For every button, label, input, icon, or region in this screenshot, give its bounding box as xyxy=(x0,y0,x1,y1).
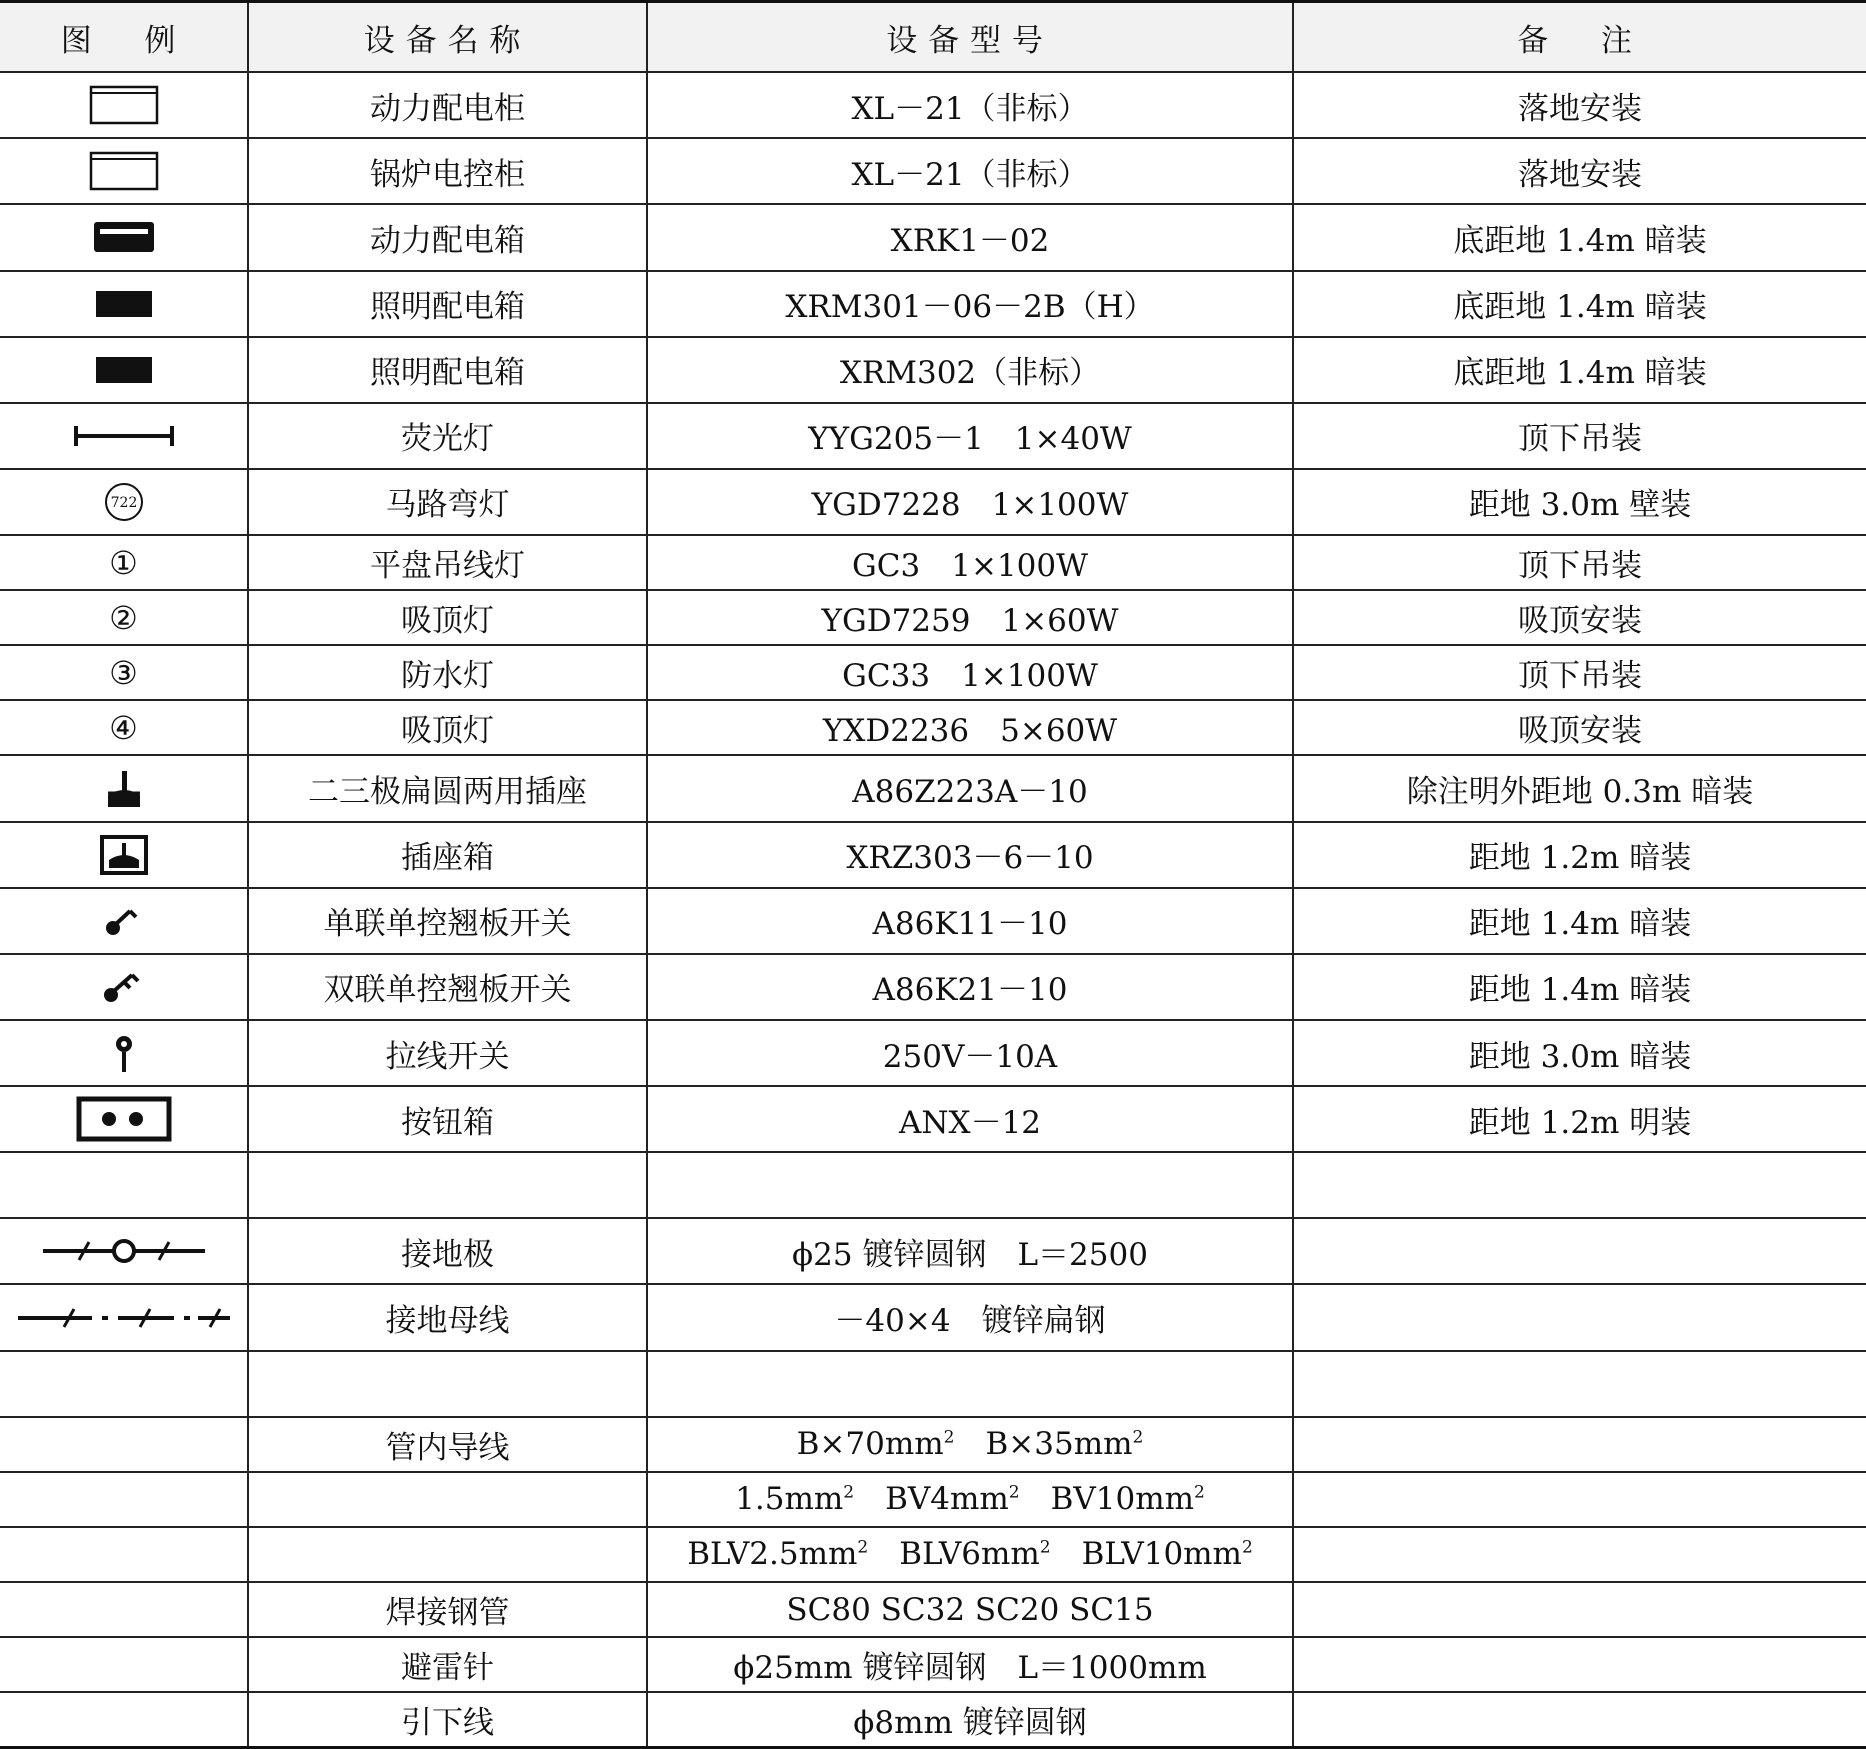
equipment-model: YGD7228 1×100W xyxy=(647,469,1293,535)
equipment-model: A86Z223A－10 xyxy=(647,755,1293,821)
symbol-cell xyxy=(0,1417,248,1472)
symbol-cell xyxy=(0,403,248,469)
pull-switch-icon xyxy=(112,1032,136,1074)
equipment-note xyxy=(1293,1527,1866,1582)
blank-row xyxy=(0,1351,1866,1417)
equipment-note: 底距地 1.4m 暗装 xyxy=(1293,337,1866,403)
symbol-cell xyxy=(0,271,248,337)
equipment-name: 马路弯灯 xyxy=(248,469,647,535)
equipment-note xyxy=(1293,1351,1866,1417)
equipment-name: 焊接钢管 xyxy=(248,1582,647,1637)
superscript: 2 xyxy=(1132,1427,1144,1448)
equipment-model: XRM301－06－2B（H） xyxy=(647,271,1293,337)
equipment-name: 引下线 xyxy=(248,1692,647,1747)
equipment-name: 避雷针 xyxy=(248,1637,647,1692)
equipment-note: 顶下吊装 xyxy=(1293,403,1866,469)
symbol-cell xyxy=(0,954,248,1020)
equipment-name: 平盘吊线灯 xyxy=(248,535,647,590)
equipment-note: 顶下吊装 xyxy=(1293,645,1866,700)
equipment-note xyxy=(1293,1472,1866,1527)
table-row xyxy=(0,1637,1866,1692)
equipment-name xyxy=(248,1527,647,1582)
equipment-model: 250V－10A xyxy=(647,1020,1293,1086)
table-row xyxy=(0,403,1866,469)
superscript: 2 xyxy=(843,1483,855,1504)
equipment-name: 管内导线 xyxy=(248,1417,647,1472)
table-row xyxy=(0,1020,1866,1086)
symbol-cell xyxy=(0,1020,248,1086)
equipment-name: 按钮箱 xyxy=(248,1086,647,1152)
table-row xyxy=(0,1086,1866,1152)
equipment-name xyxy=(248,1472,647,1527)
equipment-name: 吸顶灯 xyxy=(248,590,647,645)
symbol-cell xyxy=(0,755,248,821)
table-row xyxy=(0,700,1866,755)
equipment-note: 落地安装 xyxy=(1293,72,1866,138)
equipment-model: A86K11－10 xyxy=(647,888,1293,954)
header-model: 设备型号 xyxy=(647,2,1293,73)
equipment-model: ANX－12 xyxy=(647,1086,1293,1152)
equipment-note: 顶下吊装 xyxy=(1293,535,1866,590)
equipment-note: 距地 3.0m 壁装 xyxy=(1293,469,1866,535)
header-legend: 图 例 xyxy=(0,2,248,73)
equipment-name: 接地极 xyxy=(248,1218,647,1284)
symbol-cell xyxy=(0,1637,248,1692)
blank-row xyxy=(0,1152,1866,1218)
equipment-model: XRZ303－6－10 xyxy=(647,822,1293,888)
equipment-name: 双联单控翘板开关 xyxy=(248,954,647,1020)
ground-electrode-icon xyxy=(39,1236,209,1266)
superscript: 2 xyxy=(1241,1538,1253,1559)
equipment-model: ϕ25 镀锌圆钢 L＝2500 xyxy=(647,1218,1293,1284)
equipment-name: 动力配电箱 xyxy=(248,204,647,270)
equipment-model xyxy=(647,1472,1293,1527)
table-row xyxy=(0,888,1866,954)
superscript: 2 xyxy=(1194,1483,1205,1504)
equipment-model: ϕ25mm 镀锌圆钢 L＝1000mm xyxy=(647,1637,1293,1692)
symbol-cell xyxy=(0,138,248,204)
power-box-icon xyxy=(92,220,156,254)
table-row xyxy=(0,1218,1866,1284)
equipment-note: 吸顶安装 xyxy=(1293,700,1866,755)
equipment-note xyxy=(1293,1152,1866,1218)
wire-spec: BV10mm xyxy=(1050,1481,1195,1518)
symbol-cell xyxy=(0,337,248,403)
wire-spec: B×35mm xyxy=(985,1426,1133,1463)
symbol-cell xyxy=(0,1472,248,1527)
floor-cabinet-icon xyxy=(89,151,159,191)
table-row xyxy=(0,822,1866,888)
equipment-note: 落地安装 xyxy=(1293,138,1866,204)
table-row xyxy=(0,469,1866,535)
equipment-note xyxy=(1293,1417,1866,1472)
equipment-note xyxy=(1293,1218,1866,1284)
equipment-note xyxy=(1293,1284,1866,1350)
table-row xyxy=(0,1417,1866,1472)
table-row xyxy=(0,1472,1866,1527)
header-note: 备 注 xyxy=(1293,2,1866,73)
superscript: 2 xyxy=(857,1538,869,1559)
symbol-cell xyxy=(0,1692,248,1747)
equipment-name: 动力配电柜 xyxy=(248,72,647,138)
symbol-cell xyxy=(0,1218,248,1284)
equipment-name: 照明配电箱 xyxy=(248,271,647,337)
symbol-cell xyxy=(0,1086,248,1152)
symbol-cell xyxy=(0,1582,248,1637)
lighting-box-icon xyxy=(94,289,154,319)
double-switch-icon xyxy=(102,970,146,1004)
equipment-model: SC80 SC32 SC20 SC15 xyxy=(647,1582,1293,1637)
wire-spec: BLV6mm xyxy=(899,1536,1040,1573)
ceiling-lamp-icon: ④ xyxy=(0,700,248,755)
symbol-cell xyxy=(0,1152,248,1218)
table-row xyxy=(0,337,1866,403)
equipment-name: 锅炉电控柜 xyxy=(248,138,647,204)
equipment-model: ϕ8mm 镀锌圆钢 xyxy=(647,1692,1293,1747)
equipment-name xyxy=(248,1152,647,1218)
equipment-model: XL－21（非标） xyxy=(647,138,1293,204)
equipment-name: 接地母线 xyxy=(248,1284,647,1350)
superscript: 2 xyxy=(1008,1483,1020,1504)
equipment-note xyxy=(1293,1692,1866,1747)
equipment-name xyxy=(248,1351,647,1417)
socket-icon xyxy=(104,769,144,809)
equipment-note: 距地 1.4m 暗装 xyxy=(1293,954,1866,1020)
table-row xyxy=(0,645,1866,700)
equipment-model: YYG205－1 1×40W xyxy=(647,403,1293,469)
symbol-cell xyxy=(0,1527,248,1582)
equipment-model xyxy=(647,1527,1293,1582)
equipment-model: GC33 1×100W xyxy=(647,645,1293,700)
equipment-name: 拉线开关 xyxy=(248,1020,647,1086)
socket-box-icon xyxy=(99,834,149,876)
equipment-model xyxy=(647,1351,1293,1417)
table-row xyxy=(0,535,1866,590)
superscript: 2 xyxy=(1039,1538,1051,1559)
equipment-model: GC3 1×100W xyxy=(647,535,1293,590)
symbol-cell xyxy=(0,72,248,138)
equipment-model: YGD7259 1×60W xyxy=(647,590,1293,645)
equipment-model: XL－21（非标） xyxy=(647,72,1293,138)
header-name: 设备名称 xyxy=(248,2,647,73)
street-lamp-icon xyxy=(103,481,145,523)
wire-spec: BLV10mm xyxy=(1081,1536,1242,1573)
equipment-note: 底距地 1.4m 暗装 xyxy=(1293,271,1866,337)
equipment-model xyxy=(647,1152,1293,1218)
table-row xyxy=(0,72,1866,138)
table-row xyxy=(0,1284,1866,1350)
equipment-model: －40×4 镀锌扁钢 xyxy=(647,1284,1293,1350)
equipment-name: 照明配电箱 xyxy=(248,337,647,403)
symbol-cell xyxy=(0,1351,248,1417)
single-switch-icon xyxy=(104,905,144,937)
equipment-note xyxy=(1293,1582,1866,1637)
symbol-cell xyxy=(0,204,248,270)
equipment-model: XRK1－02 xyxy=(647,204,1293,270)
equipment-model: YXD2236 5×60W xyxy=(647,700,1293,755)
table-row xyxy=(0,755,1866,821)
equipment-model: A86K21－10 xyxy=(647,954,1293,1020)
equipment-note: 吸顶安装 xyxy=(1293,590,1866,645)
equipment-model: XRM302（非标） xyxy=(647,337,1293,403)
equipment-note: 距地 1.2m 明装 xyxy=(1293,1086,1866,1152)
table-row xyxy=(0,590,1866,645)
equipment-model xyxy=(647,1417,1293,1472)
symbol-cell xyxy=(0,822,248,888)
symbol-cell xyxy=(0,888,248,954)
ground-bus-icon xyxy=(14,1303,234,1333)
waterproof-lamp-icon: ③ xyxy=(0,645,248,700)
lighting-box-icon xyxy=(94,355,154,385)
superscript: 2 xyxy=(943,1427,955,1448)
table-row xyxy=(0,204,1866,270)
equipment-note: 除注明外距地 0.3m 暗装 xyxy=(1293,755,1866,821)
equipment-name: 二三极扁圆两用插座 xyxy=(248,755,647,821)
table-row xyxy=(0,271,1866,337)
table-row xyxy=(0,1692,1866,1747)
table-row xyxy=(0,1527,1866,1582)
symbol-cell xyxy=(0,469,248,535)
equipment-note: 距地 3.0m 暗装 xyxy=(1293,1020,1866,1086)
wire-spec: BLV2.5mm xyxy=(687,1536,858,1573)
symbol-cell xyxy=(0,1284,248,1350)
wire-spec: BV4mm xyxy=(885,1481,1009,1518)
equipment-name: 防水灯 xyxy=(248,645,647,700)
street-lamp-label: 722 xyxy=(110,494,137,511)
wire-spec: 1.5mm xyxy=(735,1481,844,1518)
table-row xyxy=(0,954,1866,1020)
button-box-icon xyxy=(76,1096,172,1142)
pendant-lamp-icon: ① xyxy=(0,535,248,590)
equipment-note: 距地 1.4m 暗装 xyxy=(1293,888,1866,954)
equipment-note: 距地 1.2m 暗装 xyxy=(1293,822,1866,888)
equipment-name: 荧光灯 xyxy=(248,403,647,469)
fluorescent-lamp-icon xyxy=(72,423,176,449)
header-row xyxy=(0,2,1866,73)
floor-cabinet-icon xyxy=(89,85,159,125)
equipment-name: 吸顶灯 xyxy=(248,700,647,755)
table-row xyxy=(0,1582,1866,1637)
equipment-note: 底距地 1.4m 暗装 xyxy=(1293,204,1866,270)
equipment-name: 单联单控翘板开关 xyxy=(248,888,647,954)
ceiling-lamp-icon: ② xyxy=(0,590,248,645)
table-row xyxy=(0,138,1866,204)
wire-spec: B×70mm xyxy=(796,1426,944,1463)
equipment-note xyxy=(1293,1637,1866,1692)
equipment-name: 插座箱 xyxy=(248,822,647,888)
